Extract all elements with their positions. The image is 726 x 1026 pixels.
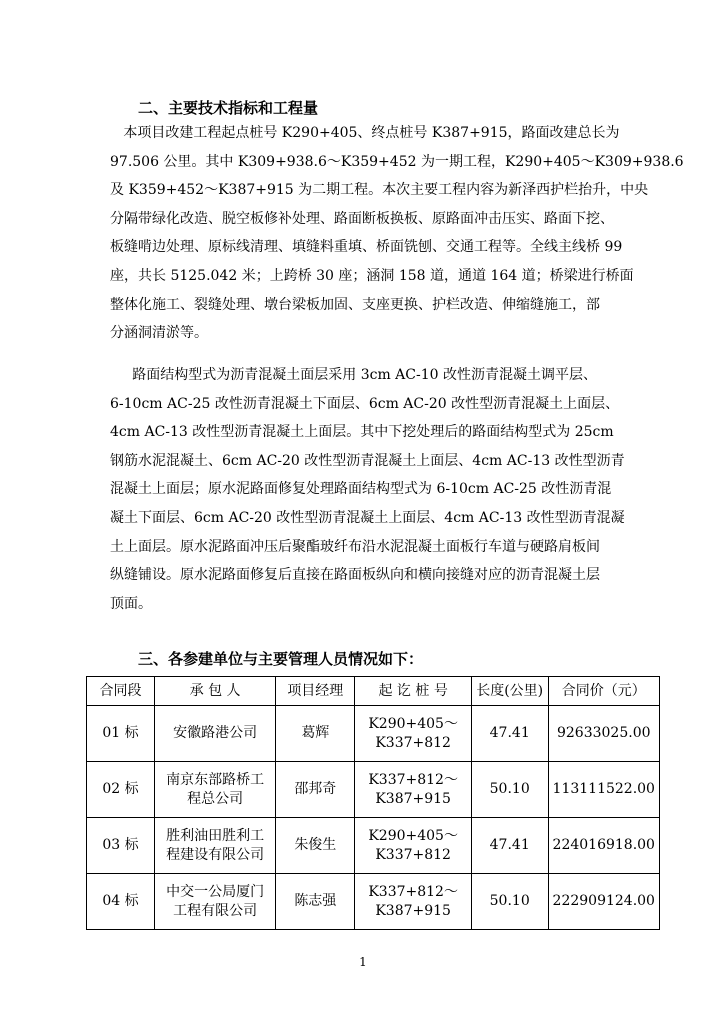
text-line: 整体化施工、裂缝处理、墩台梁板加固、支座更换、护栏改造、伸缩缝施工，部	[110, 296, 600, 313]
cell-stake	[355, 818, 471, 874]
table-row	[87, 874, 660, 930]
page-number: 1	[359, 955, 367, 969]
stake-line: K337+812～	[368, 771, 458, 788]
cell-price: 222909124.00	[548, 874, 659, 930]
header-contractor: 承 包 人	[154, 677, 275, 706]
table-row	[87, 818, 660, 874]
stake-line: K290+405～	[368, 715, 458, 732]
text-line: 本项目改建工程起点桩号 K290+405、终点桩号 K387+915，路面改建总长为	[110, 125, 620, 141]
text-line: 及 K359+452～K387+915 为二期工程。本次主要工程内容为新泽西护栏抬升，中央	[110, 182, 649, 199]
cell-manager: 陈志强	[276, 874, 355, 930]
cell-length: 47.41	[471, 818, 548, 874]
stake-line: K387+915	[375, 902, 451, 919]
text-line: 分涵洞清淤等。	[110, 325, 208, 342]
text-line: 凝土下面层、6cm AC-20 改性型沥青混凝土上面层、4cm AC-13 改性型沥青混凝	[110, 509, 625, 526]
table-row	[87, 762, 660, 818]
contractor-line: 南京东部路桥工	[166, 771, 265, 788]
header-manager: 项目经理	[276, 677, 355, 706]
contractor-line: 程建设有限公司	[166, 846, 265, 863]
cell-section: 02 标	[87, 762, 155, 818]
stake-line: K337+812～	[368, 883, 458, 900]
stake-line: K387+915	[375, 790, 451, 807]
table-header-row	[87, 677, 660, 706]
cell-length: 50.10	[471, 762, 548, 818]
cell-length: 50.10	[471, 874, 548, 930]
section-heading-participants: 三、各参建单位与主要管理人员情况如下：	[138, 650, 424, 668]
contractor-line: 胜利油田胜利工	[166, 827, 265, 844]
text-line: 板缝啃边处理、原标线清理、填缝料重填、桥面铣刨、交通工程等。全线主线桥 99	[110, 239, 623, 256]
cell-price: 92633025.00	[548, 706, 659, 762]
stake-line: K337+812	[375, 846, 451, 863]
stake-line: K337+812	[375, 734, 451, 751]
contractor-line: 程总公司	[187, 790, 244, 807]
text-line: 6-10cm AC-25 改性沥青混凝土下面层、6cm AC-20 改性型沥青混凝土上面层、	[110, 395, 620, 412]
cell-section: 01 标	[87, 706, 155, 762]
cell-section: 04 标	[87, 874, 155, 930]
cell-stake	[355, 706, 471, 762]
cell-contractor	[154, 818, 275, 874]
text-line: 纵缝铺设。原水泥路面修复后直接在路面板纵向和横向接缝对应的沥青混凝土层	[110, 567, 600, 584]
section-heading-technical-indicators: 二、主要技术指标和工程量	[138, 99, 319, 117]
header-price: 合同价（元）	[548, 677, 659, 706]
cell-contractor	[154, 706, 275, 762]
text-line: 分隔带绿化改造、脱空板修补处理、路面断板换板、原路面冲击压实、路面下挖、	[110, 210, 614, 227]
cell-manager: 邵邦奇	[276, 762, 355, 818]
text-line: 4cm AC-13 改性型沥青混凝土上面层。其中下挖处理后的路面结构型式为 25cm	[110, 424, 614, 441]
text-line: 土上面层。原水泥路面冲压后聚酯玻纤布沿水泥混凝土面板行车道与硬路肩板间	[110, 538, 600, 555]
contractor-line: 工程有限公司	[173, 902, 258, 919]
cell-manager: 葛辉	[276, 706, 355, 762]
text-line: 座，共长 5125.042 米；上跨桥 30 座；涵洞 158 道，通道 164 道；桥梁进行桥面	[110, 267, 634, 284]
contract-table	[86, 676, 660, 930]
cell-price: 113111522.00	[548, 762, 659, 818]
cell-length: 47.41	[471, 706, 548, 762]
cell-contractor	[154, 762, 275, 818]
text-line: 97.506 公里。其中 K309+938.6～K359+452 为一期工程，K290+405～K309+938.6	[110, 153, 684, 170]
header-stake: 起 讫 桩 号	[355, 677, 471, 706]
header-section: 合同段	[87, 677, 155, 706]
text-line: 顶面。	[110, 595, 152, 612]
cell-contractor	[154, 874, 275, 930]
paragraph-project-scope	[110, 119, 684, 348]
paragraph-pavement-structure	[110, 361, 626, 618]
cell-stake	[355, 874, 471, 930]
text-line: 路面结构型式为沥青混凝土面层采用 3cm AC-10 改性沥青混凝土调平层、	[110, 367, 597, 383]
text-line: 混凝土上面层；原水泥路面修复处理路面结构型式为 6-10cm AC-25 改性沥青混	[110, 481, 612, 498]
table-row	[87, 706, 660, 762]
cell-price: 224016918.00	[548, 818, 659, 874]
cell-manager: 朱俊生	[276, 818, 355, 874]
text-line: 钢筋水泥混凝土、6cm AC-20 改性型沥青混凝土上面层、4cm AC-13 改性型沥青	[110, 452, 625, 469]
cell-section: 03 标	[87, 818, 155, 874]
header-length: 长度(公里)	[471, 677, 548, 706]
stake-line: K290+405～	[368, 827, 458, 844]
contractor-line: 安徽路港公司	[173, 725, 258, 741]
contractor-line: 中交一公局厦门	[166, 883, 265, 900]
cell-stake	[355, 762, 471, 818]
